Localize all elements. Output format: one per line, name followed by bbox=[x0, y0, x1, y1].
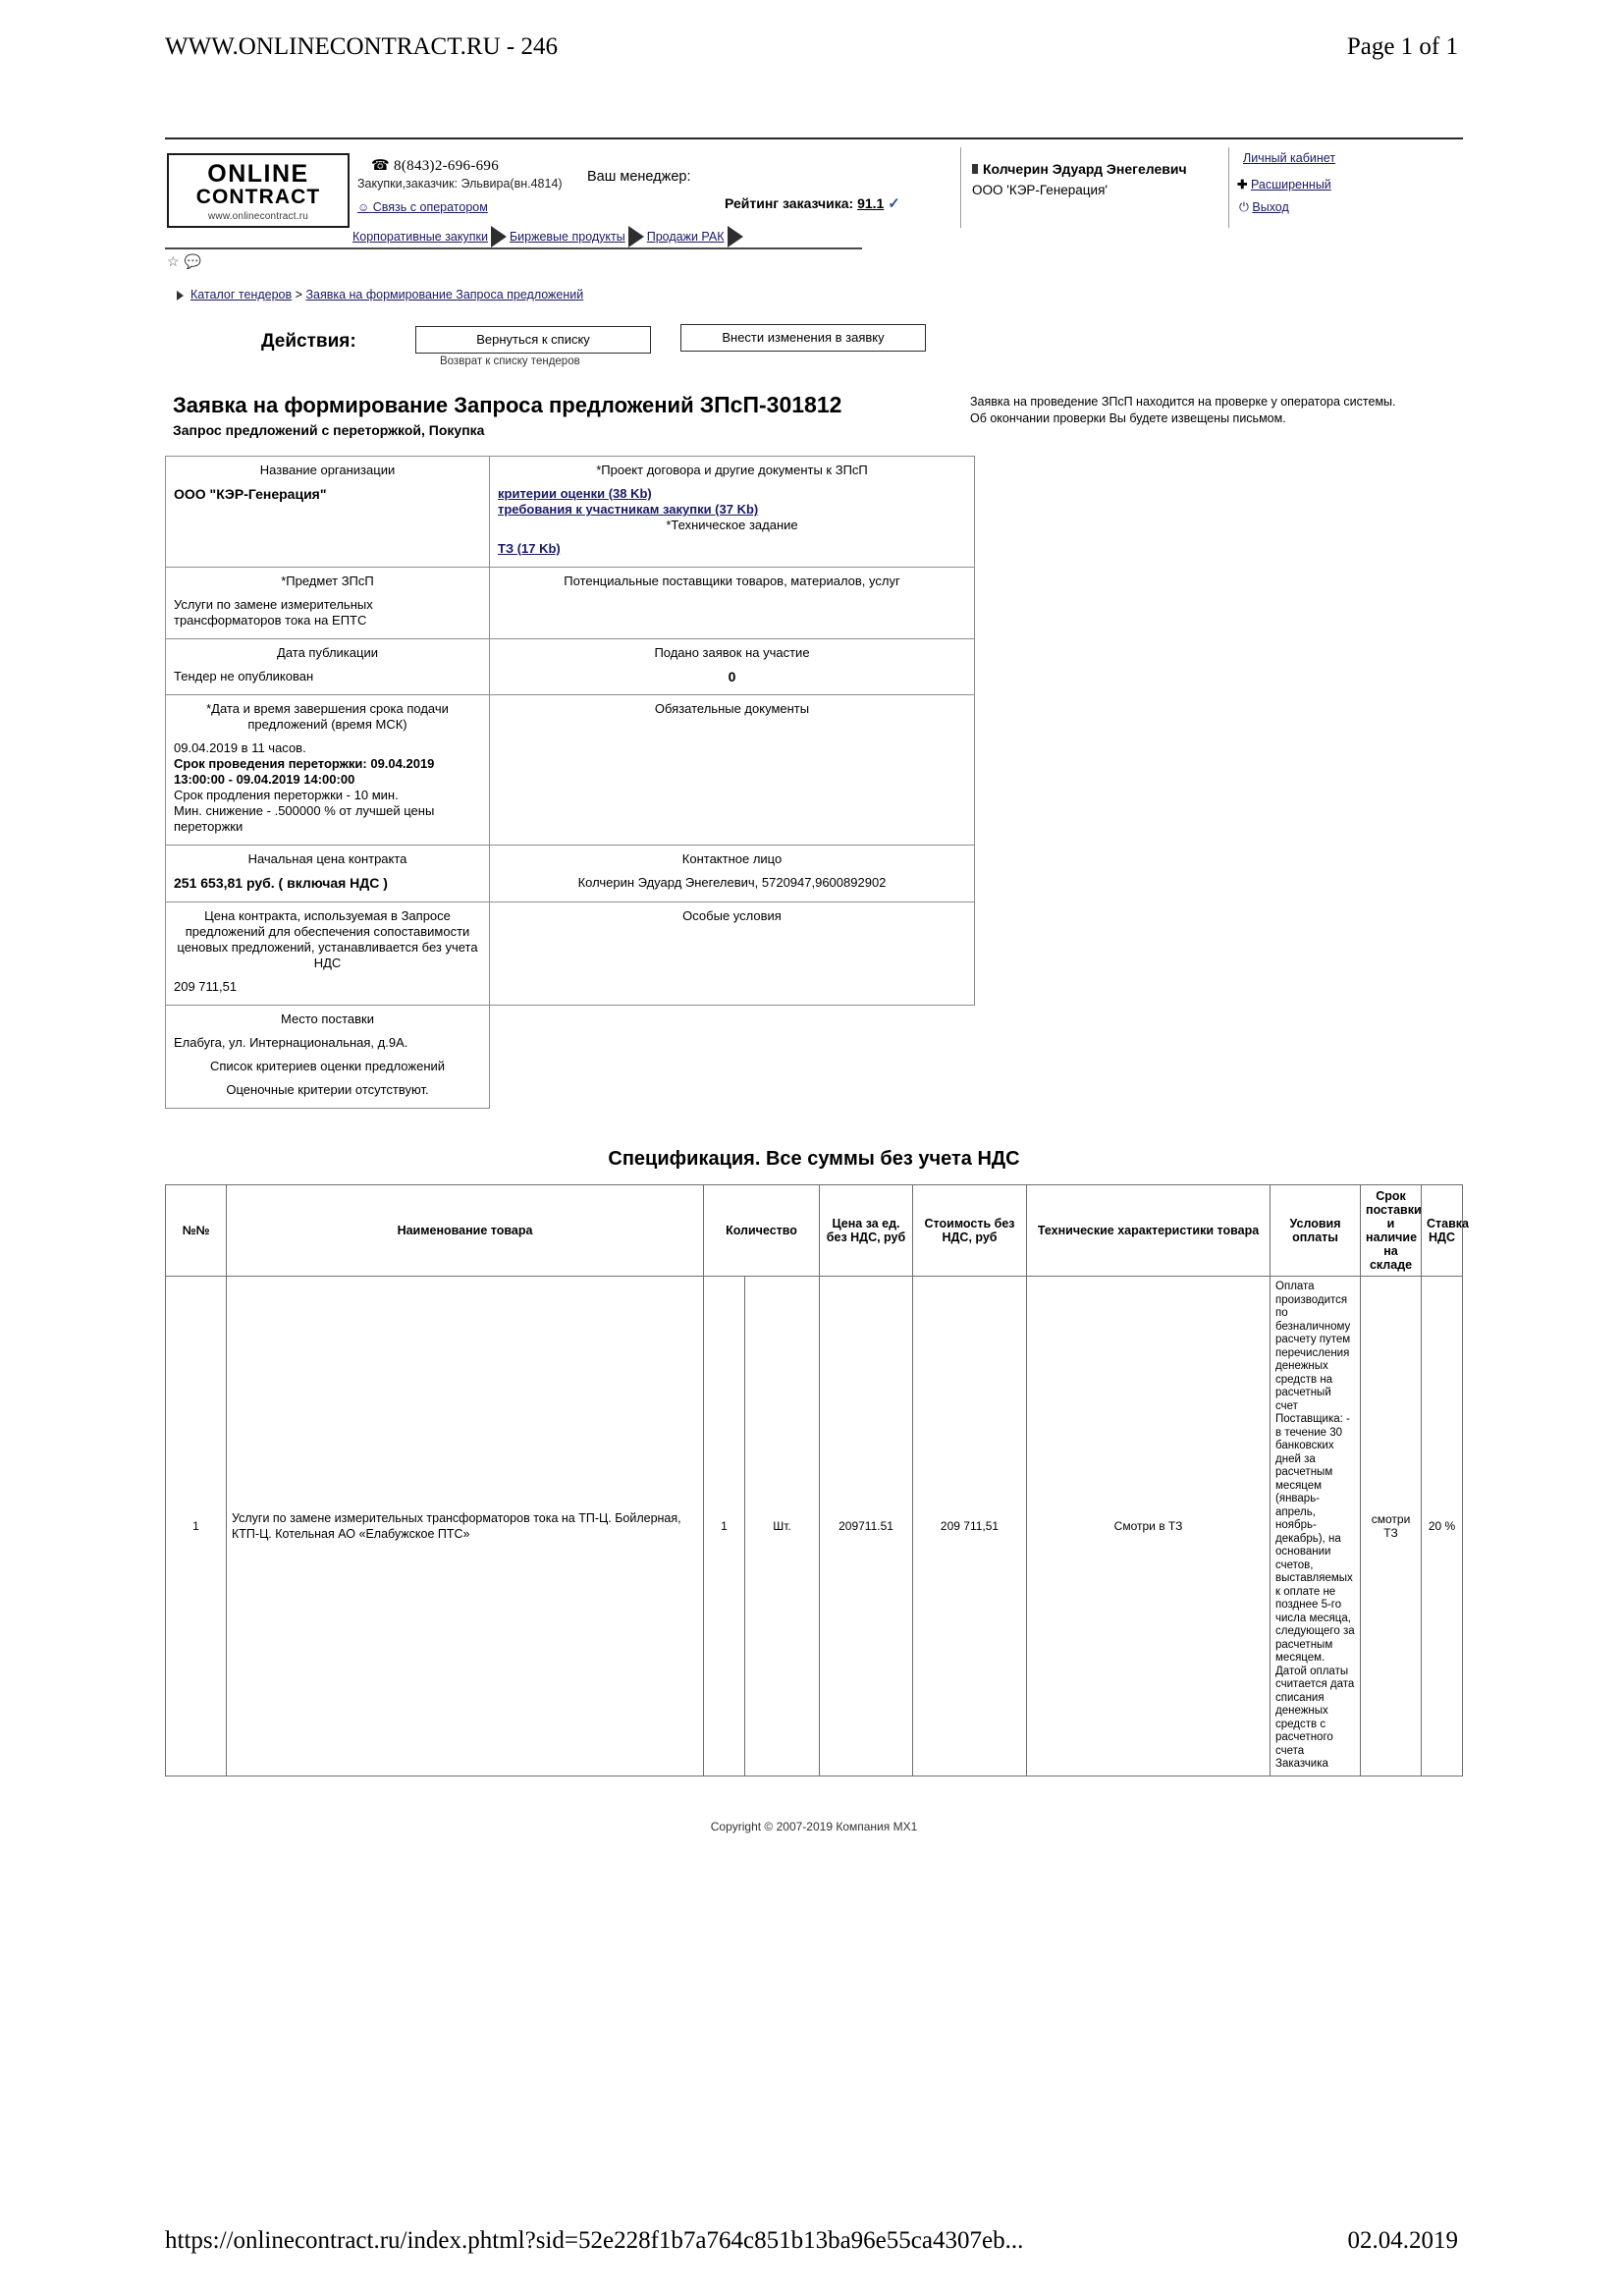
pubdate-cell bbox=[166, 639, 490, 695]
phone-icon: ☎ bbox=[371, 158, 390, 174]
info-row-org bbox=[166, 457, 975, 568]
extended-label: Расширенный bbox=[1250, 178, 1331, 191]
delivery-caption: Место поставки bbox=[280, 1011, 375, 1026]
tz-caption: *Техническое задание bbox=[666, 518, 798, 532]
breadcrumb bbox=[165, 288, 1463, 301]
cell-unit-price: 209711.51 bbox=[820, 1277, 913, 1777]
operator-link[interactable] bbox=[357, 200, 488, 214]
start-price-cell bbox=[166, 846, 490, 902]
subject-value: Услуги по замене измерительных трансформаторов тока на ЕПТС bbox=[174, 597, 373, 628]
tz-links bbox=[498, 541, 966, 557]
info-row-comparison bbox=[166, 902, 975, 1006]
col-product-name: Наименование товара bbox=[227, 1185, 704, 1277]
personal-account-label: Личный кабинет bbox=[1243, 151, 1336, 165]
col-number: №№ bbox=[166, 1185, 227, 1277]
operator-icon: ☺ bbox=[357, 200, 370, 214]
logout-label: Выход bbox=[1252, 200, 1289, 214]
tab-sales-rak[interactable]: Продажи РАК bbox=[646, 230, 725, 244]
deadline-line-3: Срок продления переторжки - 10 мин. bbox=[174, 788, 399, 802]
comparison-value: 209 711,51 bbox=[174, 979, 238, 994]
actions-bar bbox=[165, 321, 1463, 366]
org-caption: Название организации bbox=[259, 463, 396, 477]
specification-table bbox=[165, 1184, 1470, 1777]
chevron-right-icon-1 bbox=[491, 226, 507, 247]
site-header bbox=[165, 137, 1463, 269]
specification-header-row bbox=[166, 1185, 1463, 1277]
print-header-right: Page 1 of 1 bbox=[1346, 33, 1458, 60]
application-info-table bbox=[165, 456, 975, 1109]
retrade-value: 09.04.2019 13:00:00 - 09.04.2019 14:00:00 bbox=[174, 756, 435, 787]
header-divider-1 bbox=[960, 147, 961, 228]
info-row-deadline bbox=[166, 695, 975, 846]
doc-link-tz[interactable]: ТЗ (17 Kb) bbox=[498, 541, 561, 556]
delivery-cell bbox=[166, 1006, 490, 1109]
copyright: Copyright © 2007-2019 Компания MX1 bbox=[710, 1819, 918, 1833]
col-cost: Стоимость без НДС, руб bbox=[913, 1185, 1027, 1277]
doc-link-criteria[interactable]: критерии оценки (38 Kb) bbox=[498, 486, 652, 501]
delivery-empty-cell bbox=[490, 1006, 975, 1109]
header-rule bbox=[165, 247, 862, 249]
docs-caption: *Проект договора и другие документы к ЗПсП bbox=[596, 463, 868, 477]
delivery-value: Елабуга, ул. Интернациональная, д.9А. bbox=[174, 1035, 408, 1050]
chevron-right-icon-3 bbox=[728, 226, 743, 247]
header-purchases-line: Закупки,заказчик: Эльвира(вн.4814) bbox=[357, 177, 563, 191]
info-row-pubdate bbox=[166, 639, 975, 695]
docs-cell bbox=[490, 457, 975, 568]
suppliers-caption: Потенциальные поставщики товаров, материалов, услуг bbox=[564, 574, 900, 588]
page-title-prefix: Заявка на формирование Запроса предложений bbox=[173, 393, 700, 417]
contact-cell bbox=[490, 846, 975, 902]
main-nav bbox=[352, 226, 745, 247]
page-subtitle: Запрос предложений с переторжкой, Покупка bbox=[173, 422, 485, 438]
info-row-subject bbox=[166, 568, 975, 639]
user-name-label: Колчерин Эдуард Энегелевич bbox=[983, 161, 1187, 177]
col-tech-specs: Технические характеристики товара bbox=[1027, 1185, 1271, 1277]
status-notice-line-2: Об окончании проверки Вы будете извещены письмом. bbox=[970, 411, 1286, 425]
header-icon-row bbox=[167, 253, 206, 270]
cell-vat-rate: 20 % bbox=[1422, 1277, 1463, 1777]
tab-exchange-products[interactable]: Биржевые продукты bbox=[509, 230, 625, 244]
user-icon bbox=[972, 164, 978, 174]
logo-line-2: CONTRACT bbox=[195, 186, 321, 208]
cell-unit: Шт. bbox=[745, 1277, 820, 1777]
status-notice-line-1: Заявка на проведение ЗПсП находится на проверке у оператора системы. bbox=[970, 395, 1396, 409]
breadcrumb-item-catalog[interactable]: Каталог тендеров bbox=[190, 288, 293, 301]
col-payment-terms: Условия оплаты bbox=[1271, 1185, 1361, 1277]
cell-cost: 209 711,51 bbox=[913, 1277, 1027, 1777]
personal-account-link[interactable] bbox=[1243, 151, 1335, 165]
org-value: ООО "КЭР-Генерация" bbox=[174, 486, 327, 502]
title-block bbox=[165, 392, 1463, 438]
print-footer-url: https://onlinecontract.ru/index.phtml?sid=52e228f1b7a764c851b13ba96e55ca4307eb... bbox=[165, 2227, 1024, 2254]
edit-application-button[interactable]: Внести изменения в заявку bbox=[680, 324, 926, 352]
col-vat-rate: Ставка НДС bbox=[1422, 1185, 1463, 1277]
operator-link-label: Связь с оператором bbox=[372, 200, 488, 214]
criteria-value: Оценочные критерии отсутствуют. bbox=[226, 1082, 429, 1097]
applications-cell bbox=[490, 639, 975, 695]
required-docs-caption: Обязательные документы bbox=[654, 701, 810, 716]
applications-caption: Подано заявок на участие bbox=[654, 645, 810, 660]
back-to-list-button[interactable]: Вернуться к списку bbox=[415, 326, 651, 354]
suppliers-cell bbox=[490, 568, 975, 639]
cell-delivery-term: смотри ТЗ bbox=[1361, 1277, 1422, 1777]
table-row bbox=[166, 1277, 1463, 1777]
plus-icon: ✚ bbox=[1237, 178, 1248, 191]
header-divider-2 bbox=[1228, 147, 1229, 228]
page-title-code: ЗПсП-301812 bbox=[699, 392, 842, 417]
comparison-cell bbox=[166, 902, 490, 1006]
comparison-caption: Цена контракта, используемая в Запросе предложений для обеспечения сопоставимости ценовых предложений, устанавливается без учета НДС bbox=[177, 908, 478, 970]
deadline-line-2 bbox=[174, 756, 481, 788]
required-docs-cell bbox=[490, 695, 975, 846]
triangle-icon bbox=[177, 291, 184, 301]
docs-links bbox=[498, 486, 966, 518]
header-user-name bbox=[972, 161, 1187, 177]
actions-note: Возврат к списку тендеров bbox=[440, 355, 580, 367]
print-footer-date: 02.04.2019 bbox=[1347, 2227, 1458, 2254]
status-notice bbox=[970, 394, 1461, 427]
doc-link-requirements[interactable]: требования к участникам закупки (37 Kb) bbox=[498, 502, 759, 517]
col-delivery-term: Срок поставки и наличие на складе bbox=[1361, 1185, 1422, 1277]
comment-icon[interactable]: 💬 bbox=[184, 253, 206, 269]
deadline-line-1: 09.04.2019 в 11 часов. bbox=[174, 740, 306, 755]
logo-url: www.onlinecontract.ru bbox=[207, 211, 309, 222]
deadline-caption: *Дата и время завершения срока подачи предложений (время МСК) bbox=[206, 701, 449, 732]
org-cell bbox=[166, 457, 490, 568]
phone-number: 8(843)2-696-696 bbox=[394, 158, 500, 174]
print-header-left: WWW.ONLINECONTRACT.RU - 246 bbox=[165, 33, 558, 60]
special-conditions-cell bbox=[490, 902, 975, 1006]
rating-value: 91.1 bbox=[857, 195, 885, 211]
deadline-cell bbox=[166, 695, 490, 846]
logout-link[interactable] bbox=[1239, 200, 1289, 215]
info-row-delivery bbox=[166, 1006, 975, 1109]
subject-cell bbox=[166, 568, 490, 639]
start-price-caption: Начальная цена контракта bbox=[247, 851, 407, 866]
col-quantity: Количество bbox=[704, 1185, 820, 1277]
pubdate-value: Тендер не опубликован bbox=[174, 669, 314, 683]
special-conditions-caption: Особые условия bbox=[682, 908, 782, 923]
specification-title: Спецификация. Все суммы без учета НДС bbox=[608, 1148, 1020, 1170]
start-price-value: 251 653,81 руб. ( включая НДС ) bbox=[174, 875, 388, 891]
applications-value: 0 bbox=[728, 669, 736, 684]
manager-label: Ваш менеджер: bbox=[587, 169, 691, 185]
header-phone bbox=[371, 156, 499, 175]
cell-number: 1 bbox=[166, 1277, 227, 1777]
deadline-line-4: Мин. снижение - .500000 % от лучшей цены переторжки bbox=[174, 803, 435, 834]
breadcrumb-separator: > bbox=[295, 288, 302, 301]
cell-payment-terms: Оплата производится по безналичному расчету путем перечисления денежных средств на расчетный счет Поставщика: - в течение 30 банковских дней за расчетным месяцем (январь-апрель, ноябрь-декабрь), на основании счетов, выставляемых к оплате не позднее 5-го числа месяца, следующего за расчетным месяцем. Датой оплаты считается дата списания денежных средств с расчетного счета Заказчика bbox=[1271, 1277, 1361, 1777]
chevron-right-icon-2 bbox=[628, 226, 644, 247]
retrade-label: Срок проведения переторжки: bbox=[174, 756, 371, 771]
rating-label: Рейтинг заказчика: bbox=[725, 195, 854, 211]
cell-quantity: 1 bbox=[704, 1277, 745, 1777]
page-content bbox=[165, 137, 1470, 1833]
logo-line-1: ONLINE bbox=[207, 160, 309, 188]
contact-caption: Контактное лицо bbox=[681, 851, 783, 866]
breadcrumb-item-current[interactable]: Заявка на формирование Запроса предложений bbox=[305, 288, 584, 301]
extended-link[interactable] bbox=[1237, 177, 1331, 191]
cell-tech-specs: Смотри в ТЗ bbox=[1027, 1277, 1271, 1777]
site-logo[interactable] bbox=[167, 153, 350, 228]
info-row-price bbox=[166, 846, 975, 902]
tab-corporate-purchases[interactable]: Корпоративные закупки bbox=[352, 230, 488, 244]
subject-caption: *Предмет ЗПсП bbox=[281, 574, 374, 588]
print-header bbox=[0, 33, 1623, 61]
star-icon[interactable]: ☆ bbox=[167, 253, 185, 269]
customer-rating bbox=[725, 194, 900, 212]
col-unit-price: Цена за ед. без НДС, руб bbox=[820, 1185, 913, 1277]
criteria-caption: Список критериев оценки предложений bbox=[209, 1059, 446, 1073]
cell-product-name: Услуги по замене измерительных трансформаторов тока на ТП-Ц. Бойлерная, КТП-Ц. Котельная АО «Елабужское ПТС» bbox=[227, 1277, 704, 1777]
pubdate-caption: Дата публикации bbox=[277, 645, 378, 660]
contact-value: Колчерин Эдуард Энегелевич, 5720947,9600892902 bbox=[577, 875, 887, 890]
actions-label: Действия: bbox=[261, 331, 356, 352]
check-icon: ✓ bbox=[888, 195, 900, 212]
power-icon: ⏻ bbox=[1239, 200, 1249, 214]
header-user-org: ООО 'КЭР-Генерация' bbox=[972, 183, 1108, 197]
print-footer bbox=[0, 2227, 1623, 2255]
